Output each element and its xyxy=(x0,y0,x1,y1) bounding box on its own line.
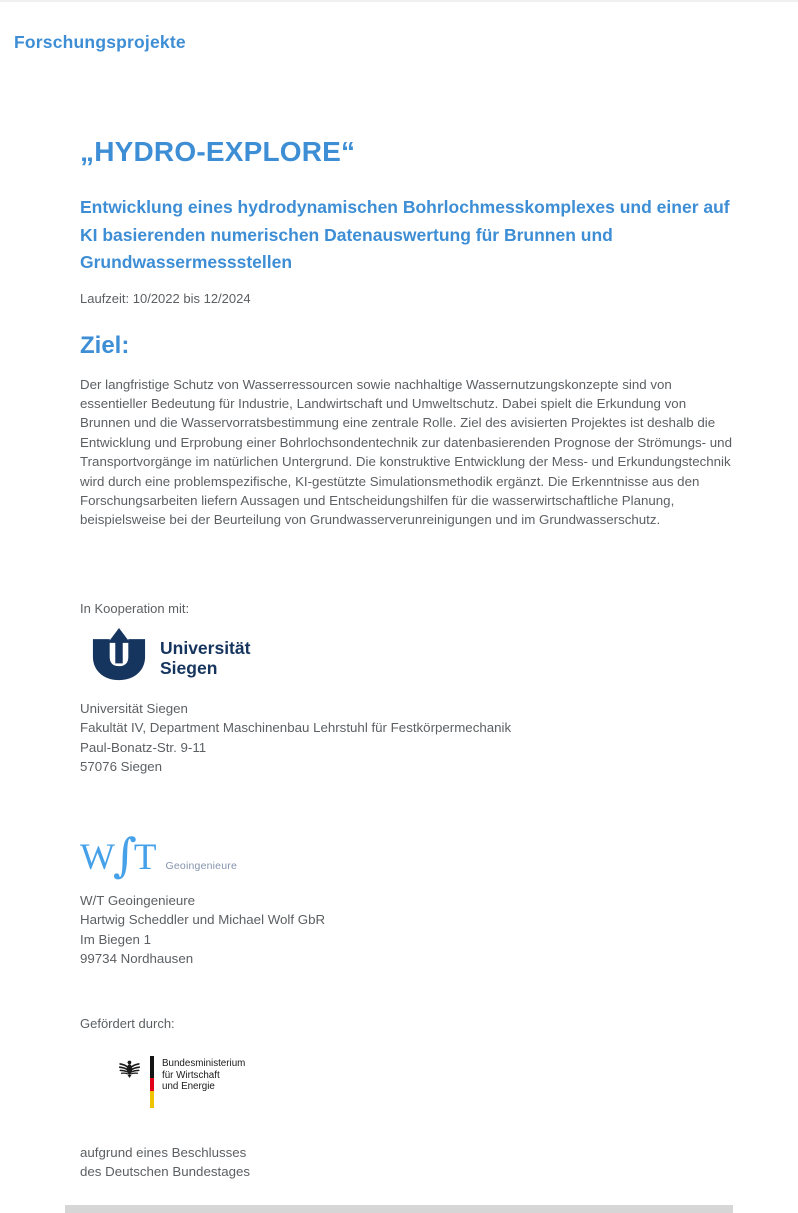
flag-red-segment xyxy=(150,1078,154,1091)
german-flag-stripe xyxy=(150,1056,154,1108)
wt-logo-subtext: Geoingenieure xyxy=(165,859,238,872)
address-line: W/T Geoingenieure xyxy=(80,892,196,908)
siegen-u-arrow-icon xyxy=(88,628,150,682)
address-line: Paul-Bonatz-Str. 9-11 xyxy=(80,739,207,755)
address-line: Im Biegen 1 xyxy=(80,931,151,947)
address-line: Hartwig Scheddler und Michael Wolf GbR xyxy=(80,912,326,928)
address-line: Fakultät IV, Department Maschinenbau Lehrstuhl für Festkörpermechanik xyxy=(80,720,512,736)
kooperation-label: In Kooperation mit: xyxy=(80,600,190,616)
address-line: 99734 Nordhausen xyxy=(80,951,194,967)
siegen-logo-text xyxy=(160,631,250,678)
ministry-name xyxy=(162,1058,245,1093)
page-header xyxy=(0,2,798,53)
bmwi-logo xyxy=(118,1056,733,1112)
footer-bar xyxy=(65,1205,733,1213)
address-line: Universität Siegen xyxy=(80,700,188,716)
project-duration: Laufzeit: 10/2022 bis 12/2024 xyxy=(80,290,251,306)
goal-heading: Ziel: xyxy=(80,331,130,359)
goal-text: Der langfristige Schutz von Wasserressourcen sowie nachhaltige Wassernutzungskonzepte sind von essentieller Bedeutung für Industrie, Landwirtschaft und Umweltschutz. Dabei spielt die Erkundung von Brunnen und die Wasservorratsbestimmung eine zentrale Rolle. Ziel des avisierten Projektes ist deshalb die Entwicklung und Erprobung einer Bohrlochsondentechnik zur datenbasierenden Prognose der Strömungs- und Transportvorgänge im natürlichen Untergrund. Die konstruktive Entwicklung der Mess- und Erkundungstechnik wird durch eine problemspezifische, KI-gestützte Simulationsmethodik ergänzt. Die Erkenntnisse aus den Forschungsarbeiten liefern Aussagen und Entscheidungshilfen für die wasserwirtschaftliche Planung, beispielsweise bei der Beurteilung von Grundwasserverunreinigungen und im Grundwasserschutz. xyxy=(80,376,732,528)
flag-black-segment xyxy=(150,1056,154,1078)
siegen-logo-line: Siegen xyxy=(160,657,218,678)
wt-logo-letter-w: W xyxy=(80,836,115,878)
integral-icon: ∫ xyxy=(112,827,137,882)
ministry-name-line: für Wirtschaft xyxy=(162,1069,220,1081)
funding-note xyxy=(80,1143,733,1182)
universitaet-siegen-logo xyxy=(88,628,733,682)
page-title: Forschungsprojekte xyxy=(14,32,186,52)
funding-note-line: aufgrund eines Beschlusses xyxy=(80,1144,247,1160)
bundesadler-eagle-icon xyxy=(118,1058,141,1079)
funding-note-line: des Deutschen Bundestages xyxy=(80,1164,251,1180)
ministry-name-line: Bundesministerium xyxy=(162,1057,246,1069)
siegen-logo-line: Universität xyxy=(160,638,251,659)
project-title: „HYDRO-EXPLORE“ xyxy=(80,136,356,167)
flag-gold-segment xyxy=(150,1091,154,1108)
content xyxy=(0,135,798,1182)
ministry-name-line: und Energie xyxy=(162,1081,215,1093)
wt-address xyxy=(80,891,733,969)
funding-label: Gefördert durch: xyxy=(80,1015,175,1031)
siegen-address xyxy=(80,699,733,777)
address-line: 57076 Siegen xyxy=(80,759,163,775)
wt-logo-letter-t: T xyxy=(133,836,157,878)
wt-geoingenieure-logo xyxy=(80,827,733,882)
project-subtitle: Entwicklung eines hydrodynamischen Bohrlochmesskomplexes und einer auf KI basierenden numerischen Datenauswertung für Brunnen und Grundwassermessstellen xyxy=(80,197,730,272)
